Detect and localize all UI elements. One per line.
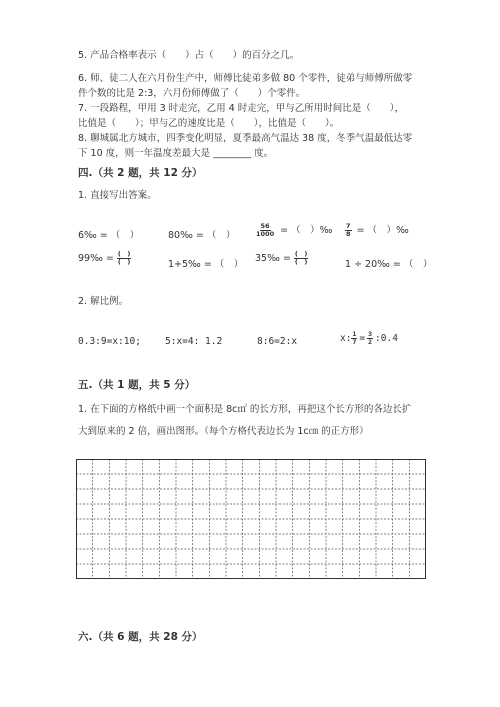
section-5-q1-line-1: 1. 在下面的方格纸中画一个面积是 8c㎡ 的长方形，再把这个长方形的各边长扩 — [78, 404, 412, 415]
calc-56-over-1000: $\frac{56}{1000}$ = （ ）‰ — [256, 222, 333, 238]
fraction: $\frac{3}{2}$ — [368, 330, 373, 346]
calc-1-div-20-permil: 1 ÷ 20‰ = （ ） — [345, 259, 433, 270]
ratio-c: 8:6=2:x — [257, 336, 298, 347]
question-7-line-2: 比值是（ ）；甲与乙的速度比是（ ），比值是（ ）。 — [78, 118, 340, 129]
section-5-q1-line-2: 大到原来的 2 倍，画出图形。（每个方格代表边长为 1c㎝ 的正方形） — [78, 426, 369, 437]
ratio-d: x: $\frac{1}{7}$ = $\frac{3}{2}$ :0.4 — [340, 330, 398, 346]
question-8-line-1: 8. 聊城属北方城市，四季变化明显，夏季最高气温达 38 度，冬季气温最低达零 — [78, 133, 413, 144]
question-6-line-1: 6. 师、徒二人在六月份生产中，师傅比徒弟多做 80 个零件，徒弟与师傅所做零 — [78, 73, 413, 84]
section-4-q1-title: 1. 直接写出答案。 — [78, 190, 157, 201]
question-5-line: 5. 产品合格率表示（ ）占（ ）的百分之几。 — [78, 50, 300, 61]
question-8-line-2: 下 10 度，则一年温度差最大是 ________ 度。 — [78, 148, 274, 159]
section-5-title: 五.（共 1 题，共 5 分） — [78, 379, 196, 391]
question-6-line-2: 件个数的比是 2:3，六月份师傅做了（ ）个零件。 — [78, 88, 306, 99]
fraction: $\frac{7}{8}$ — [346, 222, 351, 238]
fraction: $\frac{1}{7}$ — [352, 330, 357, 346]
fraction: $\frac{( )}{( )}$ — [117, 250, 131, 266]
section-6-title: 六.（共 6 题，共 28 分） — [78, 631, 203, 643]
calc-1-plus-5-permil: 1+5‰ = （ ） — [168, 259, 244, 270]
calc-35-permil: 35‰ = $\frac{( )}{( )}$ — [255, 250, 308, 266]
ratio-a: 0.3:9=x:10; — [78, 336, 141, 347]
calc-99-permil: 99‰ = $\frac{( )}{( )}$ — [78, 250, 131, 266]
question-7-line-1: 7. 一段路程，甲用 3 时走完，乙用 4 时走完，甲与乙所用时间比是（ ）， — [78, 103, 405, 114]
ratio-b: 5:x=4: 1.2 — [165, 336, 223, 347]
section-4-title: 四.（共 2 题，共 12 分） — [78, 167, 203, 179]
fraction: $\frac{( )}{( )}$ — [294, 250, 308, 266]
calc-6-permil: 6‰ = （ ） — [78, 230, 140, 241]
calc-7-over-8: $\frac{7}{8}$ = （ ）‰ — [346, 222, 409, 238]
graph-paper-grid[interactable] — [76, 459, 426, 579]
fraction: $\frac{56}{1000}$ — [256, 222, 275, 238]
calc-80-permil: 80‰ = （ ） — [168, 230, 236, 241]
section-4-q2-title: 2. 解比例。 — [78, 296, 129, 307]
